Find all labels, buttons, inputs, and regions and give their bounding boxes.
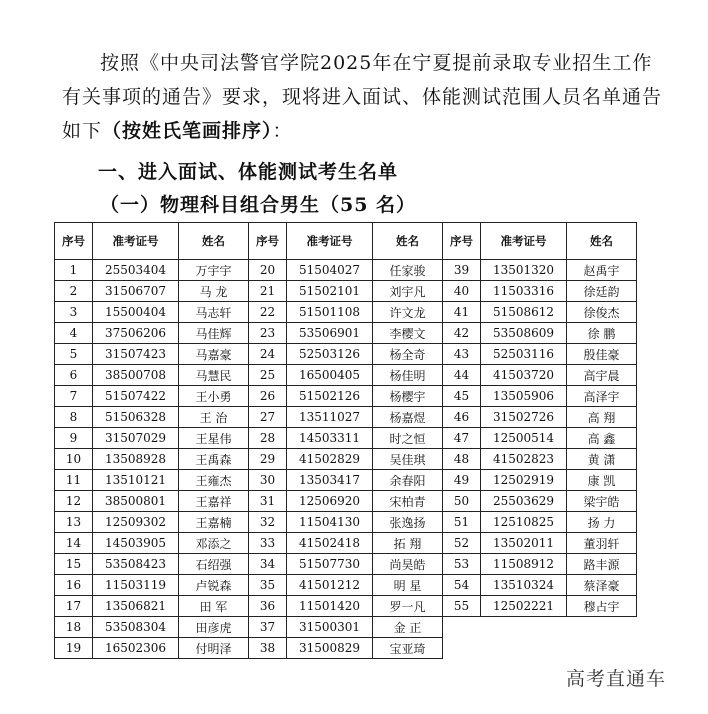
table-row bbox=[55, 260, 637, 281]
column-header: 准考证号 bbox=[481, 223, 567, 260]
table-cell: 马 龙 bbox=[179, 281, 249, 302]
table-cell: 48 bbox=[443, 449, 481, 470]
column-header: 姓名 bbox=[567, 223, 637, 260]
table-cell: 11504130 bbox=[287, 512, 373, 533]
table-cell: 39 bbox=[443, 260, 481, 281]
table-cell: 4 bbox=[55, 323, 93, 344]
table-cell: 31502726 bbox=[481, 407, 567, 428]
table-cell: 马佳辉 bbox=[179, 323, 249, 344]
table-cell: 董羽轩 bbox=[567, 533, 637, 554]
table-cell: 邓添之 bbox=[179, 533, 249, 554]
table-cell: 34 bbox=[249, 554, 287, 575]
table-cell: 13502011 bbox=[481, 533, 567, 554]
table-cell: 45 bbox=[443, 386, 481, 407]
table-cell: 51502101 bbox=[287, 281, 373, 302]
table-cell: 1 bbox=[55, 260, 93, 281]
table-cell: 32 bbox=[249, 512, 287, 533]
table-cell: 石绍强 bbox=[179, 554, 249, 575]
subsection-heading: （一）物理科目组合男生（55 名） bbox=[100, 194, 417, 216]
watermark-text: 高考直通车 bbox=[566, 668, 667, 690]
table-row bbox=[55, 617, 637, 638]
candidate-table bbox=[54, 222, 637, 659]
table-row bbox=[55, 470, 637, 491]
table-cell: 35 bbox=[249, 575, 287, 596]
table-cell: 54 bbox=[443, 575, 481, 596]
table-cell: 3 bbox=[55, 302, 93, 323]
table-cell: 卢锐森 bbox=[179, 575, 249, 596]
table-cell: 40 bbox=[443, 281, 481, 302]
table-cell: 尚昊皓 bbox=[373, 554, 443, 575]
table-cell: 梁宇皓 bbox=[567, 491, 637, 512]
table-cell: 王嘉祥 bbox=[179, 491, 249, 512]
table-cell: 9 bbox=[55, 428, 93, 449]
table-cell: 12509302 bbox=[93, 512, 179, 533]
table-cell: 46 bbox=[443, 407, 481, 428]
table-cell: 15500404 bbox=[93, 302, 179, 323]
table-cell: 47 bbox=[443, 428, 481, 449]
table-cell: 16500405 bbox=[287, 365, 373, 386]
empty-cell bbox=[567, 617, 637, 638]
empty-cell bbox=[443, 638, 481, 659]
table-cell: 29 bbox=[249, 449, 287, 470]
table-cell: 51504027 bbox=[287, 260, 373, 281]
table-cell: 金 正 bbox=[373, 617, 443, 638]
table-row bbox=[55, 575, 637, 596]
table-cell: 27 bbox=[249, 407, 287, 428]
table-header-row bbox=[55, 223, 637, 260]
table-cell: 12506920 bbox=[287, 491, 373, 512]
table-cell: 高 鑫 bbox=[567, 428, 637, 449]
table-cell: 6 bbox=[55, 365, 93, 386]
table-cell: 25 bbox=[249, 365, 287, 386]
table-cell: 殷佳豪 bbox=[567, 344, 637, 365]
table-cell: 16502306 bbox=[93, 638, 179, 659]
table-cell: 杨全奇 bbox=[373, 344, 443, 365]
table-cell: 20 bbox=[249, 260, 287, 281]
table-cell: 17 bbox=[55, 596, 93, 617]
table-cell: 11503316 bbox=[481, 281, 567, 302]
table-cell: 12510825 bbox=[481, 512, 567, 533]
table-cell: 余春阳 bbox=[373, 470, 443, 491]
table-cell: 14503905 bbox=[93, 533, 179, 554]
table-row bbox=[55, 554, 637, 575]
table-cell: 19 bbox=[55, 638, 93, 659]
table-cell: 12 bbox=[55, 491, 93, 512]
table-cell: 徐 鹏 bbox=[567, 323, 637, 344]
table-cell: 王禹森 bbox=[179, 449, 249, 470]
table-cell: 13 bbox=[55, 512, 93, 533]
table-cell: 徐廷韵 bbox=[567, 281, 637, 302]
table-cell: 31507029 bbox=[93, 428, 179, 449]
table-row bbox=[55, 533, 637, 554]
table-cell: 53508304 bbox=[93, 617, 179, 638]
table-cell: 30 bbox=[249, 470, 287, 491]
column-header: 姓名 bbox=[373, 223, 443, 260]
table-cell: 53506901 bbox=[287, 323, 373, 344]
table-cell: 10 bbox=[55, 449, 93, 470]
intro-text: 按照《中央司法警官学院2025年在宁夏提前录取专业招生工作有关事项的通告》要求，现将进入面试、体能测试范围人员名单通告如下 bbox=[62, 52, 663, 142]
table-cell: 38 bbox=[249, 638, 287, 659]
table-cell: 52 bbox=[443, 533, 481, 554]
table-cell: 王星伟 bbox=[179, 428, 249, 449]
empty-cell bbox=[567, 638, 637, 659]
table-cell: 穆占宇 bbox=[567, 596, 637, 617]
table-cell: 53 bbox=[443, 554, 481, 575]
table-cell: 36 bbox=[249, 596, 287, 617]
table-cell: 罗一凡 bbox=[373, 596, 443, 617]
table-cell: 蔡泽豪 bbox=[567, 575, 637, 596]
table-cell: 13506821 bbox=[93, 596, 179, 617]
table-cell: 51507730 bbox=[287, 554, 373, 575]
table-cell: 26 bbox=[249, 386, 287, 407]
table-cell: 马志轩 bbox=[179, 302, 249, 323]
table-cell: 41 bbox=[443, 302, 481, 323]
table-cell: 马嘉豪 bbox=[179, 344, 249, 365]
table-cell: 13511027 bbox=[287, 407, 373, 428]
table-cell: 11508912 bbox=[481, 554, 567, 575]
table-cell: 赵禹宇 bbox=[567, 260, 637, 281]
table-cell: 51 bbox=[443, 512, 481, 533]
table-cell: 23 bbox=[249, 323, 287, 344]
table-cell: 8 bbox=[55, 407, 93, 428]
table-cell: 付明泽 bbox=[179, 638, 249, 659]
table-cell: 时之恒 bbox=[373, 428, 443, 449]
table-row bbox=[55, 638, 637, 659]
empty-cell bbox=[481, 638, 567, 659]
table-cell: 王雍杰 bbox=[179, 470, 249, 491]
table-cell: 田 军 bbox=[179, 596, 249, 617]
table-cell: 扬 力 bbox=[567, 512, 637, 533]
intro-paragraph bbox=[62, 46, 662, 148]
column-header: 序号 bbox=[443, 223, 481, 260]
table-cell: 51502126 bbox=[287, 386, 373, 407]
column-header: 序号 bbox=[55, 223, 93, 260]
table-cell: 13510324 bbox=[481, 575, 567, 596]
intro-end: ： bbox=[272, 120, 293, 142]
table-cell: 11 bbox=[55, 470, 93, 491]
table-cell: 15 bbox=[55, 554, 93, 575]
table-cell: 马慧民 bbox=[179, 365, 249, 386]
table-cell: 37 bbox=[249, 617, 287, 638]
table-cell: 28 bbox=[249, 428, 287, 449]
table-cell: 杨嘉煜 bbox=[373, 407, 443, 428]
table-cell: 12502221 bbox=[481, 596, 567, 617]
table-row bbox=[55, 386, 637, 407]
table-cell: 51508612 bbox=[481, 302, 567, 323]
table-cell: 51507422 bbox=[93, 386, 179, 407]
table-cell: 14 bbox=[55, 533, 93, 554]
table-row bbox=[55, 365, 637, 386]
table-cell: 31506707 bbox=[93, 281, 179, 302]
table-cell: 高 翔 bbox=[567, 407, 637, 428]
table-cell: 37506206 bbox=[93, 323, 179, 344]
table-cell: 王小勇 bbox=[179, 386, 249, 407]
table-cell: 31507423 bbox=[93, 344, 179, 365]
table-cell: 杨樱宇 bbox=[373, 386, 443, 407]
table-cell: 16 bbox=[55, 575, 93, 596]
table-cell: 13510121 bbox=[93, 470, 179, 491]
section-heading: 一、进入面试、体能测试考生名单 bbox=[98, 161, 399, 183]
table-cell: 王嘉楠 bbox=[179, 512, 249, 533]
table-cell: 41502829 bbox=[287, 449, 373, 470]
table-cell: 31500301 bbox=[287, 617, 373, 638]
table-cell: 21 bbox=[249, 281, 287, 302]
column-header: 准考证号 bbox=[93, 223, 179, 260]
table-cell: 13508928 bbox=[93, 449, 179, 470]
table-cell: 12500514 bbox=[481, 428, 567, 449]
table-cell: 杨佳明 bbox=[373, 365, 443, 386]
table-cell: 万宇宇 bbox=[179, 260, 249, 281]
table-cell: 李樱文 bbox=[373, 323, 443, 344]
column-header: 准考证号 bbox=[287, 223, 373, 260]
table-cell: 13501320 bbox=[481, 260, 567, 281]
table-cell: 路丰源 bbox=[567, 554, 637, 575]
table-row bbox=[55, 302, 637, 323]
table-cell: 50 bbox=[443, 491, 481, 512]
table-cell: 高宇晨 bbox=[567, 365, 637, 386]
intro-emphasis: （按姓氏笔画排序） bbox=[102, 120, 273, 142]
table-cell: 明 星 bbox=[373, 575, 443, 596]
table-row bbox=[55, 344, 637, 365]
table-cell: 许文龙 bbox=[373, 302, 443, 323]
table-row bbox=[55, 512, 637, 533]
table-cell: 刘宇凡 bbox=[373, 281, 443, 302]
table-row bbox=[55, 428, 637, 449]
table-cell: 41502823 bbox=[481, 449, 567, 470]
table-cell: 52503126 bbox=[287, 344, 373, 365]
table-cell: 14503311 bbox=[287, 428, 373, 449]
table-cell: 13505906 bbox=[481, 386, 567, 407]
table-cell: 张逸扬 bbox=[373, 512, 443, 533]
table-cell: 51506328 bbox=[93, 407, 179, 428]
table-cell: 43 bbox=[443, 344, 481, 365]
table-cell: 25503404 bbox=[93, 260, 179, 281]
table-cell: 22 bbox=[249, 302, 287, 323]
table-cell: 徐俊杰 bbox=[567, 302, 637, 323]
table-cell: 41502418 bbox=[287, 533, 373, 554]
table-cell: 31 bbox=[249, 491, 287, 512]
table-cell: 52503116 bbox=[481, 344, 567, 365]
table-cell: 25503629 bbox=[481, 491, 567, 512]
table-cell: 5 bbox=[55, 344, 93, 365]
table-row bbox=[55, 407, 637, 428]
empty-cell bbox=[481, 617, 567, 638]
table-row bbox=[55, 596, 637, 617]
table-cell: 王 治 bbox=[179, 407, 249, 428]
table-cell: 12502919 bbox=[481, 470, 567, 491]
table-cell: 吴佳琪 bbox=[373, 449, 443, 470]
table-cell: 31500829 bbox=[287, 638, 373, 659]
table-cell: 13503417 bbox=[287, 470, 373, 491]
table-cell: 11501420 bbox=[287, 596, 373, 617]
table-cell: 24 bbox=[249, 344, 287, 365]
table-row bbox=[55, 323, 637, 344]
column-header: 姓名 bbox=[179, 223, 249, 260]
table-row bbox=[55, 449, 637, 470]
table-cell: 38500801 bbox=[93, 491, 179, 512]
table-cell: 44 bbox=[443, 365, 481, 386]
table-row bbox=[55, 491, 637, 512]
table-cell: 41503720 bbox=[481, 365, 567, 386]
table-cell: 宝亚琦 bbox=[373, 638, 443, 659]
table-cell: 49 bbox=[443, 470, 481, 491]
column-header: 序号 bbox=[249, 223, 287, 260]
table-cell: 11503119 bbox=[93, 575, 179, 596]
table-cell: 53508423 bbox=[93, 554, 179, 575]
table-cell: 7 bbox=[55, 386, 93, 407]
table-cell: 拓 翔 bbox=[373, 533, 443, 554]
table-cell: 33 bbox=[249, 533, 287, 554]
empty-cell bbox=[443, 617, 481, 638]
table-cell: 黄 潇 bbox=[567, 449, 637, 470]
table-cell: 宋柏青 bbox=[373, 491, 443, 512]
table-cell: 41501212 bbox=[287, 575, 373, 596]
table-cell: 53508609 bbox=[481, 323, 567, 344]
table-cell: 任家骏 bbox=[373, 260, 443, 281]
table-row bbox=[55, 281, 637, 302]
table-cell: 18 bbox=[55, 617, 93, 638]
table-cell: 38500708 bbox=[93, 365, 179, 386]
table-cell: 康 凯 bbox=[567, 470, 637, 491]
table-cell: 2 bbox=[55, 281, 93, 302]
table-cell: 高泽宇 bbox=[567, 386, 637, 407]
table-cell: 55 bbox=[443, 596, 481, 617]
table-cell: 51501108 bbox=[287, 302, 373, 323]
table-cell: 田彦虎 bbox=[179, 617, 249, 638]
table-cell: 42 bbox=[443, 323, 481, 344]
